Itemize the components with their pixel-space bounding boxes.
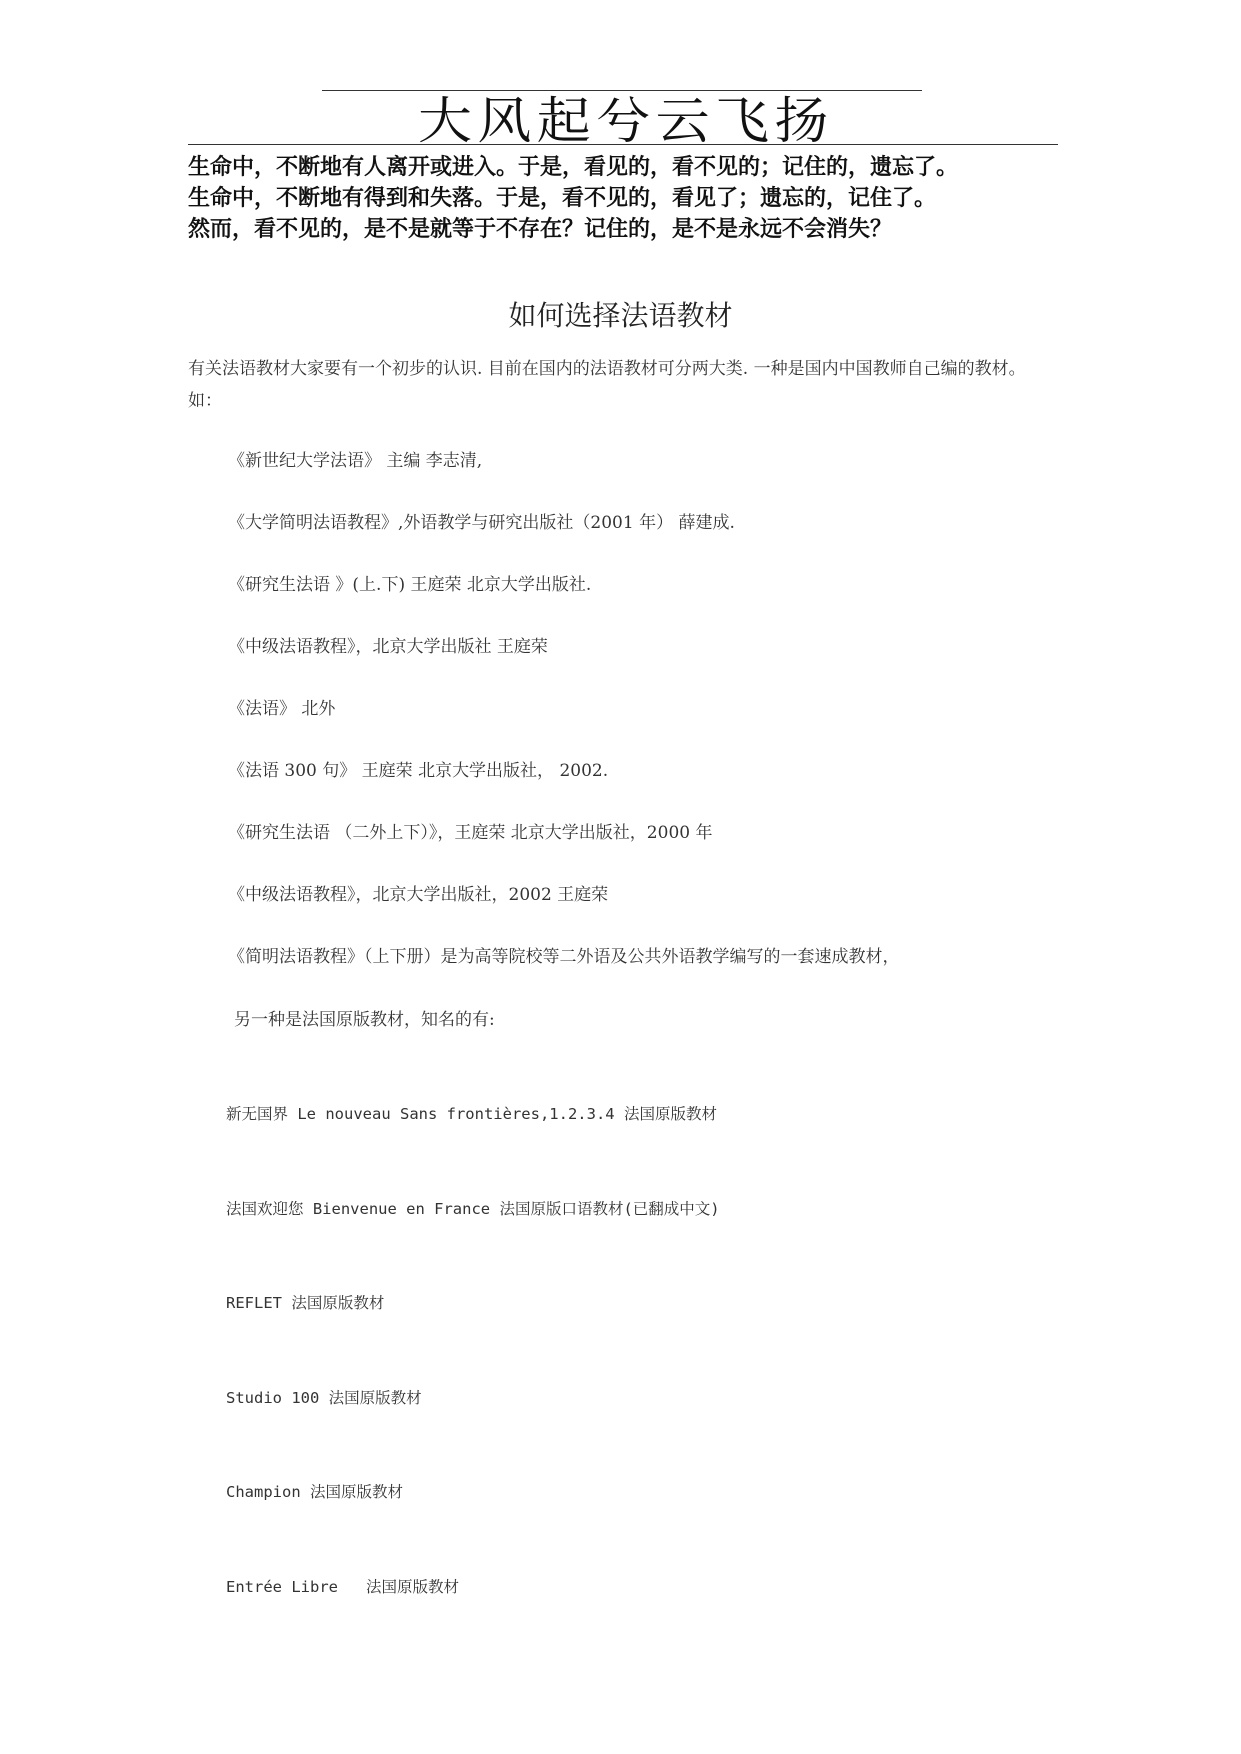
list-item: 《新世纪大学法语》 主编 李志清, [228, 451, 483, 471]
list-item: 《大学简明法语教程》,外语教学与研究出版社（2001 年） 薛建成. [228, 513, 735, 533]
motto-line: 然而，看不见的，是不是就等于不存在？记住的，是不是永远不会消失？ [188, 217, 893, 242]
header-top-rule [322, 90, 922, 91]
list-item: 法国欢迎您 Bienvenue en France 法国原版口语教材(已翻成中文) [226, 1199, 720, 1218]
intro-paragraph: 有关法语教材大家要有一个初步的认识. 目前在国内的法语教材可分两大类. 一种是国内中国教师自己编的教材。如： [188, 359, 1026, 411]
list-item: 《法语》 北外 [228, 699, 336, 719]
list-item: REFLET 法国原版教材 [226, 1294, 385, 1312]
domestic-textbook-list [228, 447, 1058, 1005]
list-item: 《研究生法语 （二外上下）》，王庭荣 北京大学出版社，2000 年 [228, 823, 713, 843]
list-item: 《简明法语教程》（上下册）是为高等院校等二外语及公共外语教学编写的一套速成教材， [228, 947, 900, 967]
list-item: Champion 法国原版教材 [226, 1483, 403, 1501]
list-item: 《法语 300 句》 王庭荣 北京大学出版社， 2002. [228, 761, 609, 781]
motto-block [188, 152, 1068, 245]
list-item: 《中级法语教程》，北京大学出版社 王庭荣 [228, 637, 548, 657]
header-bottom-rule [188, 144, 1058, 145]
list-item: Entrée Libre 法国原版教材 [226, 1577, 459, 1596]
motto-line: 生命中，不断地有得到和失落。于是，看不见的，看见了；遗忘的，记住了。 [188, 186, 937, 211]
foreign-textbook-list [226, 1100, 1056, 1667]
motto-line: 生命中，不断地有人离开或进入。于是，看见的，看不见的；记住的，遗忘了。 [188, 155, 959, 180]
header-calligraphy-banner: 大风起兮云飞扬 [418, 92, 834, 150]
list-item: 《研究生法语 》(上.下) 王庭荣 北京大学出版社. [228, 575, 592, 595]
list-item: Studio 100 法国原版教材 [226, 1388, 422, 1407]
list-item: 《中级法语教程》，北京大学出版社，2002 王庭荣 [228, 885, 609, 905]
list-item: 新无国界 Le nouveau Sans frontières,1.2.3.4 法国原版教材 [226, 1105, 717, 1123]
foreign-textbooks-intro: 另一种是法国原版教材，知名的有: [234, 1010, 495, 1030]
article-title: 如何选择法语教材 [508, 299, 733, 332]
